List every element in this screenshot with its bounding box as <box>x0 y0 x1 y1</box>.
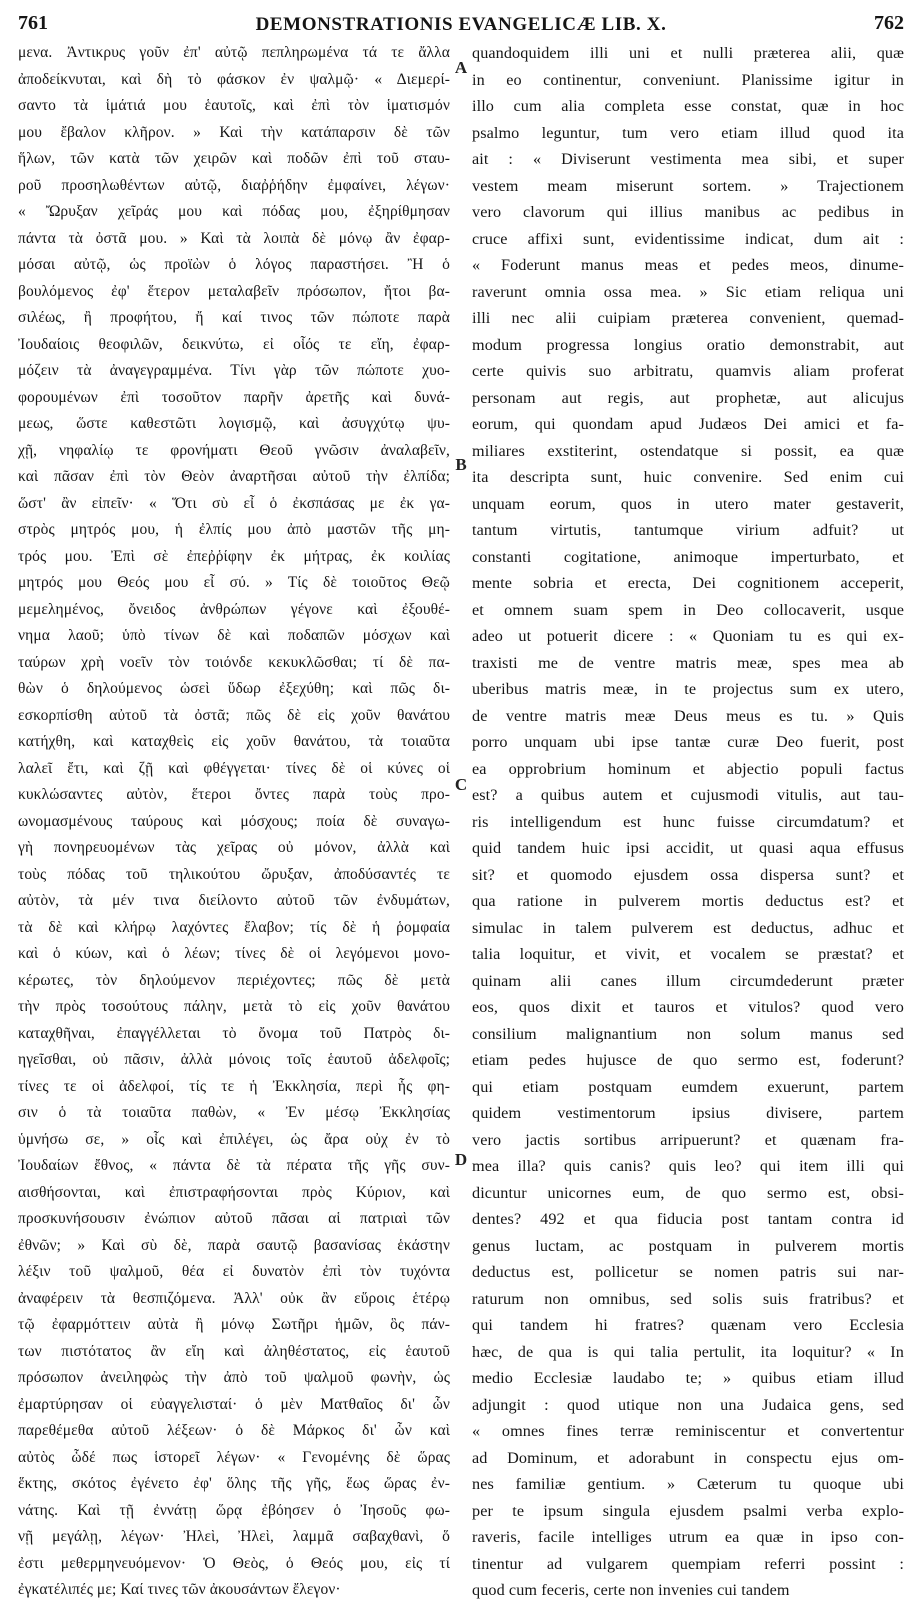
text-line: Ἰουδαίων ἔθνος, « πάντα δὲ τὰ πέρατα τῆς γῆς συν- <box>18 1157 450 1174</box>
text-line: μόζειν τὰ ἀναγεγραμμένα. Τίνι γὰρ τῶν πώποτε χυο- <box>18 362 450 379</box>
section-marker-d: D <box>454 1150 468 1169</box>
text-line: πρόσωπον ἀνειληφὼς τὴν ἀπὸ τοῦ ψαλμοῦ φωνὴν, ὡς <box>18 1369 450 1386</box>
text-line: quod cum feceris, certe non invenies cui tandem <box>472 1581 790 1599</box>
text-line: μενα. Ἀντικρυς γοῦν ἐπ' αὐτῷ πεπληρωμένα τά τε ἄλλα <box>18 44 450 61</box>
text-line: χῇ, νηφαλίῳ τε φρονήματι Θεοῦ γνῶσιν ἀναλαβεῖν, <box>18 441 450 459</box>
text-line: ἥλων, τῶν κατὰ τῶν χειρῶν καὶ ποδῶν ἐπὶ τοῦ σταυ- <box>18 150 450 167</box>
text-line: qua ratione in pulverem mortis deductus est? et <box>472 892 904 910</box>
text-line: quidem vestimentorum ipsius divisere, partem <box>472 1104 904 1122</box>
text-line: αισθήσονται, καὶ ἐπιστραφήσονται πρὸς Κύριον, καὶ <box>18 1183 450 1201</box>
text-line: ὥστ' ἂν εἰπεῖν· « Ὅτι σὺ εἶ ὁ ἐκσπάσας με ἐκ γα- <box>18 494 450 512</box>
text-line: ad Dominum, et adorabunt in conspectu ejus om- <box>472 1448 904 1467</box>
text-line: medio Ecclesiæ laudabo te; » quibus etiam illud <box>472 1369 904 1387</box>
text-line: eos, quos dixit et tauros et vitulos? quod vero <box>472 998 904 1016</box>
text-line: ἀναφέρειν τὰ θεσπιζόμενα. Ἀλλ' οὐκ ἂν εὕροις ἑτέρῳ <box>18 1289 450 1307</box>
text-line: πάντα τὰ ὀστᾶ μου. » Καὶ τὰ λοιπὰ δὲ μόνῳ ἂν ἐφαρ- <box>18 229 450 247</box>
text-line: νάτης. Καὶ τῇ ἐννάτῃ ὥρᾳ ἐβόησεν ὁ Ἰησοῦς φω- <box>18 1501 450 1519</box>
text-line: dicuntur unicornes eum, de quo sermo est, obsi- <box>472 1183 904 1202</box>
text-line: σιλέως, ἢ προφήτου, ἤ καί τινος τῶν πώποτε παρὰ <box>18 309 450 326</box>
text-line: qui etiam postquam eumdem exuerunt, partem <box>472 1077 904 1096</box>
text-line: αὐτὸς ὧδέ πως ἱστορεῖ λέγων· « Γενομένης δὲ ὥρας <box>18 1448 450 1466</box>
text-line: sit? et quomodo ejusdem ossa dispersa sunt? et <box>472 865 904 884</box>
text-line: mente sobria et erecta, Dei cognitionem acceperit, <box>472 574 904 592</box>
text-line: et omnem suam spem in Deo collocaverit, usque <box>472 600 904 619</box>
text-line: τρός μου. Ἐπὶ σὲ ἐπεῤῥίφην ἐκ μήτρας, ἐκ κοιλίας <box>18 547 450 565</box>
text-line: καὶ ὁ κύων, καὶ ὁ λέων; τίνες δὲ οἱ λεγόμενοι μονο- <box>18 945 450 962</box>
text-line: παρεθέμεθα αὐτοῦ λέξεων· ὁ δὲ Μάρκος δι' ὧν καὶ <box>18 1422 450 1439</box>
text-line: adeo ut potuerit dicere : « Quoniam tu es qui ex- <box>472 627 904 645</box>
text-line: αὐτὸν, τὰ μέν τινα διείλοντο αὐτοῦ τῶν ἐνδυμάτων, <box>18 892 450 909</box>
text-line: ἕκτης, σκότος ἐγένετο ἐφ' ὅλης τῆς γῆς, ἕως ὥρας ἐν- <box>18 1475 450 1492</box>
text-line: στρὸς μητρός μου, ἡ ἐλπίς μου ἀπὸ μαστῶν τῆς μη- <box>18 521 450 538</box>
text-line: κυκλώσαντες αὐτὸν, ἕτεροι ὄντες παρὰ τοὺς προ- <box>18 786 450 803</box>
text-line: λαλεῖ ἔτι, καὶ ζῇ καὶ φθέγγεται· τίνες δὲ οἱ κύνες οἱ <box>18 759 450 777</box>
text-line: ea opprobrium hominum et abjectio populi factus <box>472 759 904 778</box>
text-line: raverunt omnia ossa mea. » Sic etiam reliqua uni <box>472 282 904 301</box>
section-marker-c: C <box>454 775 468 794</box>
text-line: hæc, de qua is qui talia pertulit, ita loquitur? « In <box>472 1342 904 1361</box>
text-line: σιν ὁ τὰ τοιαῦτα παθὼν, « Ἐν μέσῳ Ἐκκλησίας <box>18 1104 450 1121</box>
text-line: ηγεῖσθαι, οὐ πᾶσιν, ἀλλὰ μόνοις τοῖς ἑαυτοῦ ἀδελφοῖς; <box>18 1051 450 1068</box>
text-line: ταύρων χρὴ νοεῖν τὸν τοιόνδε κεκυκλῶσθαι; τί δὲ πα- <box>18 653 450 671</box>
page-number-left: 761 <box>18 12 48 34</box>
text-line: βουλόμενος ἐφ' ἕτερον μεταλαβεῖν πρόσωπον, ἤτοι βα- <box>18 282 450 300</box>
text-line: ris intelligendum est hunc fuisse circumdatum? et <box>472 812 904 831</box>
text-line: deductus est, pollicetur se nomen patris sui nar- <box>472 1263 904 1281</box>
text-line: traxisti me de ventre matris meæ, spes mea ab <box>472 653 904 672</box>
text-line: psalmo leguntur, tum vero etiam illud quod ita <box>472 123 904 142</box>
text-line: genus luctam, ac postquam in pulverem mortis <box>472 1236 904 1255</box>
text-line: νῇ μεγάλῃ, λέγων· Ἠλεὶ, Ἠλεὶ, λαμμᾶ σαβαχθανὶ, ὅ <box>18 1528 450 1545</box>
text-line: in eo continentur, conveniunt. Planissime igitur in <box>472 70 904 89</box>
text-line: ἐμαρτύρησαν οἱ εὐαγγελισταί· ὁ μὲν Ματθαῖος δι' ὧν <box>18 1395 450 1413</box>
text-line: quandoquidem illi uni et nulli præterea alii, quæ <box>472 44 904 62</box>
text-line: porro unquam ubi ipse tantæ curæ Deo fuerit, post <box>472 733 904 751</box>
text-line: uberibus matris meæ, in te projectus sum ex utero, <box>472 680 904 698</box>
text-line: unquam eorum, quos in utero mater gestaverit, <box>472 494 904 513</box>
text-line: miliares exstiterint, ostendatque si possit, ea quæ <box>472 441 904 460</box>
text-line: των πιστότατος ἂν εἴη καὶ ἀληθέστατος, εἰς ἑαυτοῦ <box>18 1342 450 1360</box>
text-line: quid tandem huic ipsi accidit, ut quasi aqua effusus <box>472 839 904 857</box>
text-line: talia loquitur, et vivit, et vocalem se præstat? et <box>472 945 904 963</box>
text-line: est? a quibus autem et cujusmodi vitulis, aut tau- <box>472 786 904 804</box>
text-line: ita descripta sunt, huic convenire. Sed enim cui <box>472 468 904 486</box>
text-line: modum progressa longius oratio demonstrabit, aut <box>472 335 904 354</box>
text-line: de ventre matris meæ Deus meus es tu. » Quis <box>472 706 904 725</box>
text-line: personam aut regis, aut prophetæ, aut alicujus <box>472 388 904 407</box>
text-line: φορουμένων ἐπὶ τοσοῦτον παρῆν ἀρετῆς καὶ δυνά- <box>18 388 450 406</box>
section-marker-b: B <box>455 455 467 474</box>
text-line: mea illa? quis canis? quis leo? qui item illi qui <box>472 1157 904 1175</box>
text-line: « Foderunt manus meas et pedes meos, dinume- <box>472 256 904 274</box>
text-line: μητρός μου Θεός μου εἶ σύ. » Τίς δὲ τοιοῦτος Θεῷ <box>18 574 450 591</box>
text-line: τίνες τε οἱ ἀδελφοί, τίς τε ἡ Ἐκκλησία, περὶ ἧς φη- <box>18 1077 450 1095</box>
text-line: eorum, qui quondam apud Judæos Dei amici et fa- <box>472 415 904 433</box>
section-marker-a: A <box>454 58 468 77</box>
text-line: raveris, facile intelliges utrum ea quæ in ipso con- <box>472 1528 904 1546</box>
text-line: μου ἔβαλον κλῆρον. » Καὶ τὴν κατάπαρσιν δὲ τῶν <box>18 123 450 141</box>
text-line: Ἰουδαίοις θεοφιλῶν, δεικνύτω, εἰ οἷός τε εἴη, ἐφαρ- <box>18 335 450 353</box>
text-line: λέξιν τοῦ ψαλμοῦ, θέα εἰ δυνατὸν ἐπὶ τὸν τυχόντα <box>18 1263 450 1280</box>
text-line: μεως, ὥστε καθεστῶτι λογισμῷ, καὶ ἀσυγχύτῳ ψυ- <box>18 415 450 432</box>
text-line: « omnes fines terræ reminiscentur et convertentur <box>472 1422 904 1440</box>
text-line: κατήχθη, καὶ καταχθεὶς εἰς χοῦν θανάτου, τὰ τοιαῦτα <box>18 733 450 750</box>
text-line: θὼν ὁ δηλούμενος ὡσεὶ ὕδωρ ἐξεχύθη; καὶ πῶς δι- <box>18 680 450 697</box>
text-line: cruce affixi sunt, evidentissime indicat, dum ait : <box>472 229 904 248</box>
text-line: raturum non omnibus, sed solis suis fratribus? et <box>472 1289 904 1308</box>
text-line: ωνομασμένους ταύρους καὶ μόσχους; ποία δὲ συναγω- <box>18 812 450 830</box>
text-line: τὰ δὲ καὶ κλήρῳ λαχόντες ἔλαβον; τίς δὲ ἡ ῥομφαία <box>18 918 450 936</box>
page-number-right: 762 <box>874 12 904 34</box>
text-line: tantum virtutis, tantumque virium adfuit? ut <box>472 521 904 539</box>
text-line: dentes? 492 et qua fiducia post tantam contra id <box>472 1210 904 1228</box>
text-line: προσκυνήσουσιν ἐνώπιον αὐτοῦ πᾶσαι αἱ πατριαὶ τῶν <box>18 1210 450 1227</box>
text-line: ἀποδείκνυται, καὶ δὴ τὸ φάσκον ἐν ψαλμῷ· « Διεμερί- <box>18 70 450 88</box>
text-line: νημα λαοῦ; ὑπὸ τίνων δὲ καὶ ποδαπῶν μόσχων καὶ <box>18 627 450 644</box>
text-line: « Ὤρυξαν χεῖράς μου καὶ πόδας μου, ἐξηρίθμησαν <box>18 203 450 220</box>
text-line: ἐθνῶν; » Καὶ σὺ δὲ, παρὰ σαυτῷ βασανίσας ἑκάστην <box>18 1236 450 1254</box>
running-header <box>18 8 904 44</box>
text-line: τοὺς πόδας τοῦ τηλικούτου ὤρυξαν, ἀποδύσαντές τε <box>18 865 450 883</box>
text-line: μεμελημένος, ὄνειδος ἀνθρώπων γέγονε καὶ ἐξουθέ- <box>18 600 450 618</box>
text-line: illo cum alia completa esse constat, quæ in hoc <box>472 97 904 115</box>
text-line: vestem meam miserunt sortem. » Trajectionem <box>472 176 904 195</box>
text-line: quinam alii canes illum circumdederunt præter <box>472 971 904 990</box>
text-line: τὴν πρὸς τοσούτους πάλην, μετὰ τὸ εἰς χοῦν θανάτου <box>18 998 450 1015</box>
text-line: tinentur ad vulgarem quempiam referri possint : <box>472 1554 904 1573</box>
text-line: qui tandem hi fratres? quænam vero Ecclesia <box>472 1316 904 1334</box>
text-line: ait : « Diviserunt vestimenta mea sibi, et super <box>472 150 904 168</box>
text-line: καταχθῆναι, ἐπαγγέλλεται τὸ ὄνομα τοῦ Πατρὸς δι- <box>18 1024 450 1042</box>
greek-text-column <box>18 40 450 1604</box>
text-line: consilium malignantium non solum manus sed <box>472 1024 904 1043</box>
text-line: per te ipsum singula ejusdem psalmi verba explo- <box>472 1501 904 1520</box>
text-line: adjungit : quod utique non una Judaica gens, sed <box>472 1395 904 1414</box>
text-line: τῷ ἐφαρμόττειν αὐτὰ ἢ μόνῳ Σωτῆρι ἡμῶν, ὃς πάν- <box>18 1316 450 1333</box>
text-line: vero clavorum qui illius manibus ac pedibus in <box>472 203 904 221</box>
text-line: simulac in talem pulverem est deductus, adhuc et <box>472 918 904 937</box>
text-line: constanti cogitatione, animoque imperturbato, et <box>472 547 904 566</box>
text-line: ἐγκατέλιπές με; Καί τινες τῶν ἀκουσάντων ἔλεγον· <box>18 1581 341 1598</box>
text-line: σαντο τὰ ἱμάτιά μου ἑαυτοῖς, καὶ ἐπὶ τὸν ἱματισμόν <box>18 97 450 114</box>
text-line: certe quivis suo arbitratu, quamvis aliam proferat <box>472 362 904 380</box>
text-line: nes familiæ gentium. » Cæterum tu quoque ubi <box>472 1475 904 1493</box>
text-line: etiam pedes hujusce de quo sermo est, foderunt? <box>472 1051 904 1069</box>
text-line: ἐστι μεθερμηνευόμενον· Ὁ Θεὸς, ὁ Θεός μου, εἰς τί <box>18 1554 450 1572</box>
text-line: εσκορπίσθη αὐτοῦ τὰ ὀστᾶ; πῶς δὲ εἰς χοῦν θανάτου <box>18 706 450 724</box>
text-line: vero jactis sortibus arripuerunt? et quænam fra- <box>472 1130 904 1149</box>
text-line: μόσαι αὐτῷ, ὡς προϊὼν ὁ λόγος παραστήσει. Ἢ ὁ <box>18 256 450 273</box>
text-line: ὑμνήσω σε, » οἷς καὶ ἐπιλέγει, ὡς ἄρα οὐχ ἐν τὸ <box>18 1130 450 1148</box>
text-line: κέρωτες, τὸν δηλούμενον περιέχοντες; πῶς δὲ μετὰ <box>18 971 450 989</box>
running-title: DEMONSTRATIONIS EVANGELICÆ LIB. X. <box>255 14 667 35</box>
text-line: καὶ πᾶσαν ἐπὶ τὸν Θεὸν ἀναρτῆσαι αὐτοῦ τὴν ἐλπίδα; <box>18 468 450 485</box>
text-line: illi nec alii cuipiam præterea convenient, quemad- <box>472 309 904 327</box>
latin-text-column <box>472 40 904 1604</box>
text-line: γὴ πονηρευομένων τὰς χεῖρας οὐ μόνον, ἀλλὰ καὶ <box>18 839 450 856</box>
text-line: ροῦ προσηλωθέντων αὐτῷ, διαῤῥήδην ἐμφαίνει, λέγων· <box>18 176 450 194</box>
